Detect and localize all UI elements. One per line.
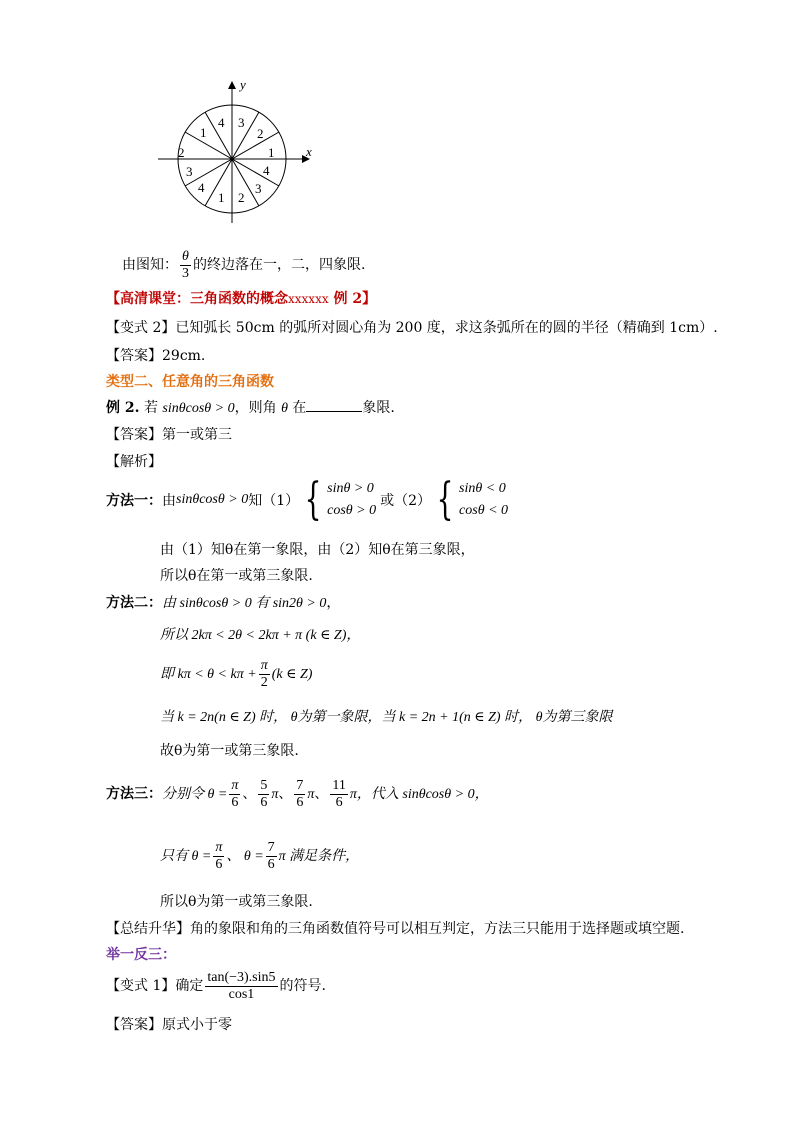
answer1-line (106, 345, 205, 365)
frac-7-6: $\frac{7}{6}$ (296, 777, 304, 810)
sign-fraction: $\frac{\tan(-3).\sin 5}{\cos 1}$ (207, 969, 276, 1002)
variant2-text: 已知弧长 50cm 的弧所对圆心角为 200 度，求这条弧所在的圆的半径（精确到 1cm）. (175, 320, 718, 336)
variant2-tag: 【变式 2】 (106, 320, 176, 336)
frac-5-6: $\frac{5}{6}$ (260, 777, 268, 810)
method1-line (106, 474, 509, 525)
method-label: 方法二： (106, 595, 162, 611)
sector-label: 4 (218, 115, 225, 130)
sector-label: 2 (257, 126, 264, 141)
sector-label: 3 (255, 181, 262, 196)
method2-line5: 故θ为第一或第三象限. (160, 743, 299, 759)
observation-suffix: 的终边落在一，二，四象限. (193, 257, 366, 273)
sector-label: 1 (200, 125, 207, 140)
variant1-tag: 【变式 1】 (106, 978, 176, 994)
method1-line3: 所以θ在第一或第三象限. (160, 568, 313, 584)
answer-text: 原式小于零 (162, 1017, 232, 1033)
variant2-line (106, 317, 718, 337)
frac-7-6: $\frac{7}{6}$ (267, 839, 275, 872)
answer-tag: 【答案】 (106, 427, 162, 443)
y-axis-label: y (240, 77, 246, 92)
observation-line (122, 247, 365, 283)
method-label: 方法一： (106, 493, 162, 509)
example-pre: 若 (139, 400, 163, 416)
method3-line2a: 只有 θ = (160, 849, 212, 864)
method3-text1: 分别令 θ = (162, 787, 228, 802)
method2-line4: 当 k = 2n(n ∈ Z) 时， θ为第一象限，当 k = 2n + 1(n ∈ Z) 时， θ为第三象限 (160, 710, 613, 725)
frac-11-6: $\frac{11}{6}$ (332, 777, 346, 810)
quadrant-diagram (150, 75, 330, 225)
answer-text: 29cm. (162, 348, 206, 364)
method2-line1a: 由 sinθcosθ > 0 有 sin2θ > 0 (162, 596, 327, 611)
method3-line3: 所以θ为第一或第三象限. (160, 894, 313, 910)
answer2-line (106, 424, 232, 444)
method3-text2: ，代入 sinθcosθ > 0， (356, 787, 489, 802)
analysis-tag: 【解析】 (106, 454, 162, 470)
sector-label: 1 (218, 190, 225, 205)
method1-text2: 知（1） (248, 493, 300, 509)
method1-line2: 由（1）知θ在第一象限，由（2）知θ在第三象限， (160, 542, 475, 558)
sector-label: 3 (238, 115, 245, 130)
method2-line3 (160, 656, 312, 693)
answer-blank (306, 397, 362, 412)
example-post: 在 (287, 400, 307, 416)
system-1: sinθ > 0 cosθ > 0 (327, 481, 377, 518)
sector-label: 4 (198, 180, 205, 195)
sector-label: 4 (263, 163, 270, 178)
example-label: 例 2. (106, 400, 140, 416)
sector-label: 2 (238, 190, 245, 205)
example-post2: 象限. (362, 400, 395, 416)
example-expr: sinθcosθ > 0 (162, 401, 235, 416)
left-brace: { (436, 474, 454, 525)
variant1-post: 的符号. (279, 978, 326, 994)
practice-title: 举一反三： (106, 947, 176, 963)
method2-line3b: (k ∈ Z) (271, 667, 313, 682)
method3-line2b: π 满足条件， (278, 849, 360, 864)
pi-over-2: $\frac{\pi}{2}$ (260, 657, 268, 690)
variant1-pre: 确定 (175, 978, 204, 994)
frac-pi-6: $\frac{\pi}{6}$ (215, 839, 223, 872)
hd-class-code: xxxxxx (288, 292, 329, 306)
method3-line1: 方法三：分别令 θ = $\frac{\pi}{6}$ 、 $\frac{5}{6}$ π、 $\frac{7}{6}$ π、 $\frac{11}{6}$ π，代入 sinθcosθ > 0， (106, 777, 489, 810)
answer3-line (106, 1014, 232, 1034)
x-axis-label: x (306, 144, 312, 159)
variant1-line (106, 966, 326, 1006)
example-mid: ，则角 (234, 400, 282, 416)
method-label: 方法三： (106, 786, 162, 802)
method2-line1 (106, 592, 340, 612)
sector-label: 3 (186, 164, 193, 179)
method1-expr: sinθcosθ > 0 (176, 492, 249, 507)
method1-text3: 或（2） (380, 493, 432, 509)
left-brace: { (304, 474, 322, 525)
answer-text: 第一或第三 (162, 427, 232, 443)
system-2: sinθ < 0 cosθ < 0 (459, 481, 509, 518)
sector-label: 1 (268, 145, 275, 160)
summary-tag: 【总结升华】 (106, 921, 190, 937)
answer-tag: 【答案】 (106, 1017, 162, 1033)
sector-label: 2 (178, 145, 185, 160)
section-title: 类型二、任意角的三角函数 (106, 374, 274, 390)
hd-class-label: 【高清课堂：三角函数的概念 (106, 291, 288, 307)
summary-line (106, 918, 684, 938)
summary-text: 角的象限和角的三角函数值符号可以相互判定，方法三只能用于选择题或填空题. (190, 921, 685, 937)
observation-prefix: 由图知： (122, 257, 178, 273)
method3-line2mid: 、 θ = (226, 849, 264, 864)
example-theta: θ (281, 401, 288, 416)
method2-line2: 所以 2kπ < 2θ < 2kπ + π (k ∈ Z)， (160, 628, 361, 643)
frac-pi-6: $\frac{\pi}{6}$ (231, 777, 239, 810)
answer-tag: 【答案】 (106, 348, 162, 364)
method3-line2 (160, 838, 359, 875)
hd-class-tail: 例 2】 (328, 291, 377, 307)
method1-text1: 由 (162, 493, 176, 509)
method2-line3a: 即 kπ < θ < kπ + (160, 667, 257, 682)
method2-line1b: ， (326, 595, 341, 611)
theta-over-3: $\frac{\theta}{3}$ (182, 248, 189, 281)
hd-class-line (106, 288, 376, 308)
example2-line (106, 397, 395, 417)
